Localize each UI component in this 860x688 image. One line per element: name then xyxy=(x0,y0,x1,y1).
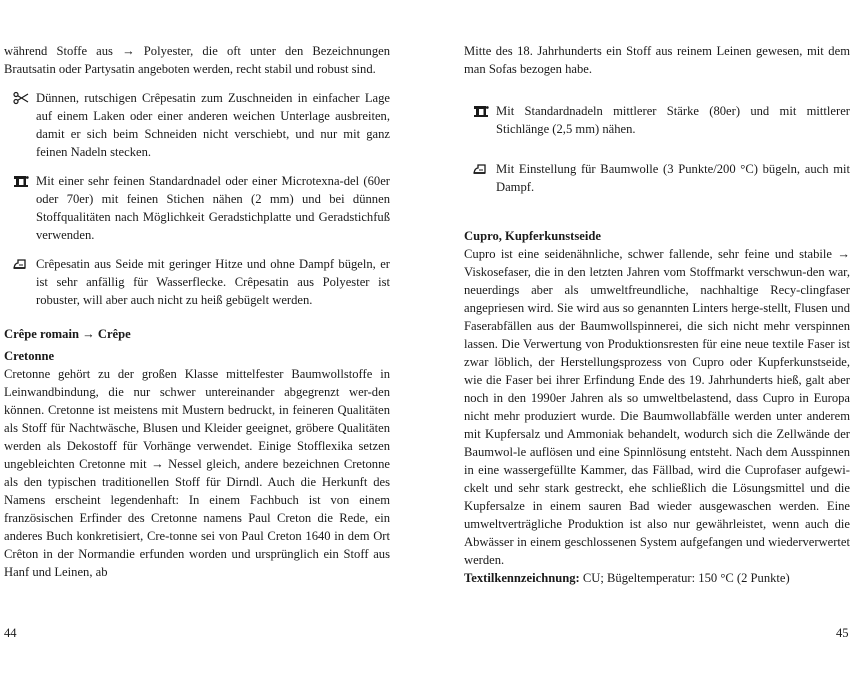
textile-label-text: CU; Bügeltemperatur: 150 °C (2 Punkte) xyxy=(582,571,790,585)
tip-ironing-cretonne xyxy=(464,160,850,196)
tip-ironing xyxy=(4,255,390,309)
tip-ironing-cretonne-text: Mit Einstellung für Baumwolle (3 Punkte/200 °C) bügeln, auch mit Dampf. xyxy=(496,162,850,194)
cretonne-text: Cretonne gehört zu der großen Klasse mittelfester Baumwollstoffe in Leinwandbindung, die nur schwer untereinander abgegrenzt wer-den können. Cretonne ist meistens mit Mustern bedruckt, in feineren Qualitäten als Stoff für Nachtwäsche, Blusen und Kleider geeignet, gröbere Qualitäten werden als Dekostoff für Vorhänge verwendet. Einige Stofflexika setzen ungebleichten Cretonne mit → Nessel gleich, andere bezeichnen Cretonne als den typischen traditionellen Stoff für Dirndl. Auch die Herkunft des Namens erscheint legendenhaft: In einem Fachbuch ist von einem französischen Erfinder des Cretonne namens Paul Creton die Rede, ein anderes Buch konkretisiert, Cre-tonne sei von Paul Creton 1640 in dem Ort Crêton in der Normandie erfunden worden und ursprünglich ein Stoff aus Hanf und Leinen, ab xyxy=(4,367,390,579)
tip-sewing-cretonne xyxy=(464,102,850,138)
crepe-romain-heading: Crêpe romain → Crêpe xyxy=(4,327,131,341)
page-number-left: 44 xyxy=(4,626,17,640)
page-number-right: 45 xyxy=(836,626,849,640)
textile-label-line xyxy=(464,569,850,587)
sewing-machine-icon xyxy=(13,174,29,188)
cupro-text: Cupro ist eine seidenähnliche, schwer fallende, sehr feine und stabile → Viskosefaser, die in den letzten Jahren vom Stoffmarkt verschwun-den war, neuerdings aber als umweltfreundliche, nachhaltige Recy-clingfaser angepriesen wird. Sie wird aus so genannten Linters herge-stellt, Flusen und Faserabfällen aus der Baumwollspinnerei, die sich nicht mehr verspinnen lassen. Die Verwertung von Produktionsresten für eine neue textile Faser ist zwar löblich, der Herstellungsprozess von Cupro oder Kupferkunstseide, wie die Faser bei ihrer Erfindung Ende des 19. Jahrhunderts hieß, galt aber noch in den 1990er Jahren als so umweltbelastend, dass Cupro in Europa nicht mehr produziert wurde. Die Baumwollabfälle werden unter anderem mit Kupfersalz und Ammoniak behandelt, wodurch sich die Zellwände der Baumwol-le auflösen und eine Spinnlösung entsteht. Nach dem Ausspinnen in eine wassergefüllte Kammer, das Fällbad, wird die Cuprofaser aufgewi-ckelt und sehr stark gestreckt, ehe schließlich die Lösungsmittel und die Kupfersalze in einem sauren Bad wieder ausgewaschen werden. Eine umweltverträgliche Produktion ist also nur gewährleistet, wenn auch die Abwässer in einem geschlossenen System aufgefangen und wiederverwertet werden. xyxy=(464,247,850,567)
tip-cutting xyxy=(4,89,390,161)
textile-label-heading: Textilkennzeichnung: xyxy=(464,571,580,585)
right-page xyxy=(464,42,850,587)
right-intro: Mitte des 18. Jahrhunderts ein Stoff aus reinem Leinen gewesen, mit dem man Sofas bezogen habe. xyxy=(464,44,850,76)
scissors-icon xyxy=(13,91,29,105)
iron-icon xyxy=(13,257,29,271)
left-intro: während Stoffe aus → Polyester, die oft unter den Bezeichnungen Brautsatin oder Partysatin angeboten werden, recht stabil und robust sind. xyxy=(4,44,390,76)
left-page xyxy=(4,42,390,581)
tip-cutting-text: Dünnen, rutschigen Crêpesatin zum Zuschneiden in einfacher Lage auf einem Laken oder einer anderen weichen Unterlage ausbreiten, damit er sich beim Schneiden nicht verschiebt, und nur mit ganz feinen Nadeln stecken. xyxy=(36,91,390,159)
tip-sewing xyxy=(4,172,390,244)
tip-sewing-text: Mit einer sehr feinen Standardnadel oder einer Microtexna-del (60er oder 70er) mit feinen Stichen nähen (2 mm) und bei dünnen Stoffqualitäten nach Möglichkeit Geradstichplatte und Geradstichfuß verwenden. xyxy=(36,174,390,242)
tip-sewing-cretonne-text: Mit Standardnadeln mittlerer Stärke (80er) und mit mittlerer Stichlänge (2,5 mm) nähen. xyxy=(496,104,850,136)
sewing-machine-icon xyxy=(473,104,489,118)
cupro-heading: Cupro, Kupferkunstseide xyxy=(464,229,601,243)
cretonne-heading: Cretonne xyxy=(4,349,55,363)
iron-icon xyxy=(473,162,489,176)
tip-ironing-text: Crêpesatin aus Seide mit geringer Hitze und ohne Dampf bügeln, er ist sehr anfällig für Wasserflecke. Crêpesatin aus Polyester ist robuster, will aber auch nicht zu heiß gebügelt werden. xyxy=(36,257,390,307)
